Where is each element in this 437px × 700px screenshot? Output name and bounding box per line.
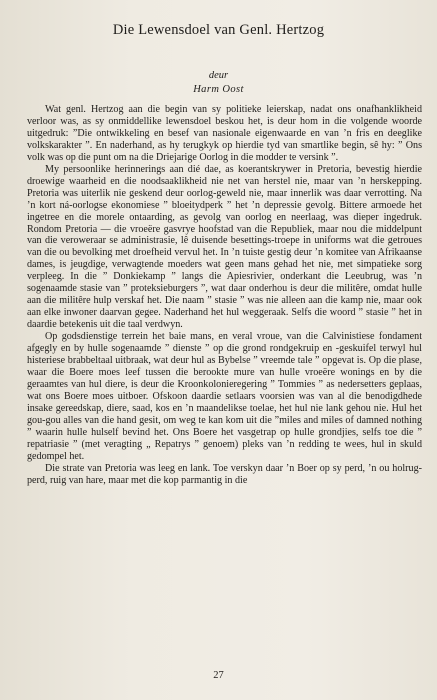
byline-author: Harm Oost	[193, 84, 244, 95]
byline-label: deur	[208, 70, 229, 81]
paragraph-3: Op godsdienstige terrein het baie mans, en veral vroue, van die Calvinistiese fondament afgegly en by hulle sogenaamde ” dienste ” op die grond rondgekruip en -geskuifel terwyl hul histeriese brabbeltaal uitbraak, wat deur hul as Bybelse ” vreemde tale ” opgevat is. Op die plase, waar die Boere moes leef tussen die berookte mure van hulle vroeëre wonings en by die geraamtes van hul diere, is deur die Kroonkolonieregering ” Tommies ” as nedersetters geplaas, wat ons Boere moes uitboer. Ofskoon daardie setlaars voorsien was van al die benodigdhede insake gereedskap, diere, saad, kos en ’n maandelikse toelae, het hul nie lank gehou nie. Hul het gou-gou alles van die hand gesit, om weg te kan kom uit die ”miles and miles of damned nothing ” waarin hulle hulself bevind het. Ons Boere het vasgetrap op hulle grondjies, selfs toe die ” repatriasie ” (met veragting „ Repatrys ” genoem) pleks van ’n redding te wees, hul in skuld gedompel het.	[27, 331, 422, 462]
article-body	[27, 104, 422, 487]
paragraph-2: My persoonlike herinnerings aan dié dae, as koerantskrywer in Pretoria, bevestig hierdie droewige waarheid en die noodsaaklikheid nie net van herstel nie, maar van ’n herskepping. Pretoria was uiterlik nie geskend deur oorlog-geweld nie, maar innerlik was daar verrotting. Na ’n kort ná-oorlogse ekonomiese ” bloeitydperk ” het ’n depressie gevolg. Bittere armoede het ingetree en die morele ontaarding, as gevolg van oorlog en neerlaag, was dieper ingedruk. Rondom Pretoria — die vroeëre gasvrye hoofstad van die Republiek, maar nou die middelpunt van die veroweraar se administrasie, lê duisende besettings-troepe in uniforms wat die getroues van die ou bevolking met droefheid vervul het. In ’n tuiste gestig deur ’n komitee van Afrikaanse dames, is jeugdige, verwagtende moeders wat geen mans gehad het nie, met simpatieke sorg verpleeg. In die ” Donkiekamp ” langs die Apiesrivier, onderkant die Leeubrug, was ’n sogenaamde stasie van ” proteksieburgers ”, wat daar onderhou is deur die militêre, omdat hulle aan die militêre hulp verskaf het. Die naam ” stasie ” was nie alleen aan die kamp nie, maar ook aan elke inwoner daarvan gegee. Naderhand het hul weggeraak. Selfs die woord ” stasie ” het in daardie betekenis uit die taal verdwyn.	[27, 163, 422, 331]
paragraph-1: Wat genl. Hertzog aan die begin van sy politieke leierskap, nadat ons onafhanklikheid verloor was, as sy onmiddellike lewensdoel beskou het, is deur hom in die volgende woorde uitgedruk: ”Die ontwikkeling en besef van nasionale eigenwaarde en van ’n fris en deeglike volkskarakter ”. En naderhand, as hy terugkyk op hierdie tyd van smartlike begin, sê hy: ” Ons volk was op die punt om na die Driejarige Oorlog in die modder te versink ”.	[27, 104, 422, 163]
page-number: 27	[213, 670, 224, 681]
paragraph-4: Die strate van Pretoria was leeg en lank. Toe verskyn daar ’n Boer op sy perd, ’n ou holrug-perd, ruig van hare, maar met die kop parmantig in die	[27, 462, 422, 486]
article-title: Die Lewensdoel van Genl. Hertzog	[112, 22, 325, 38]
